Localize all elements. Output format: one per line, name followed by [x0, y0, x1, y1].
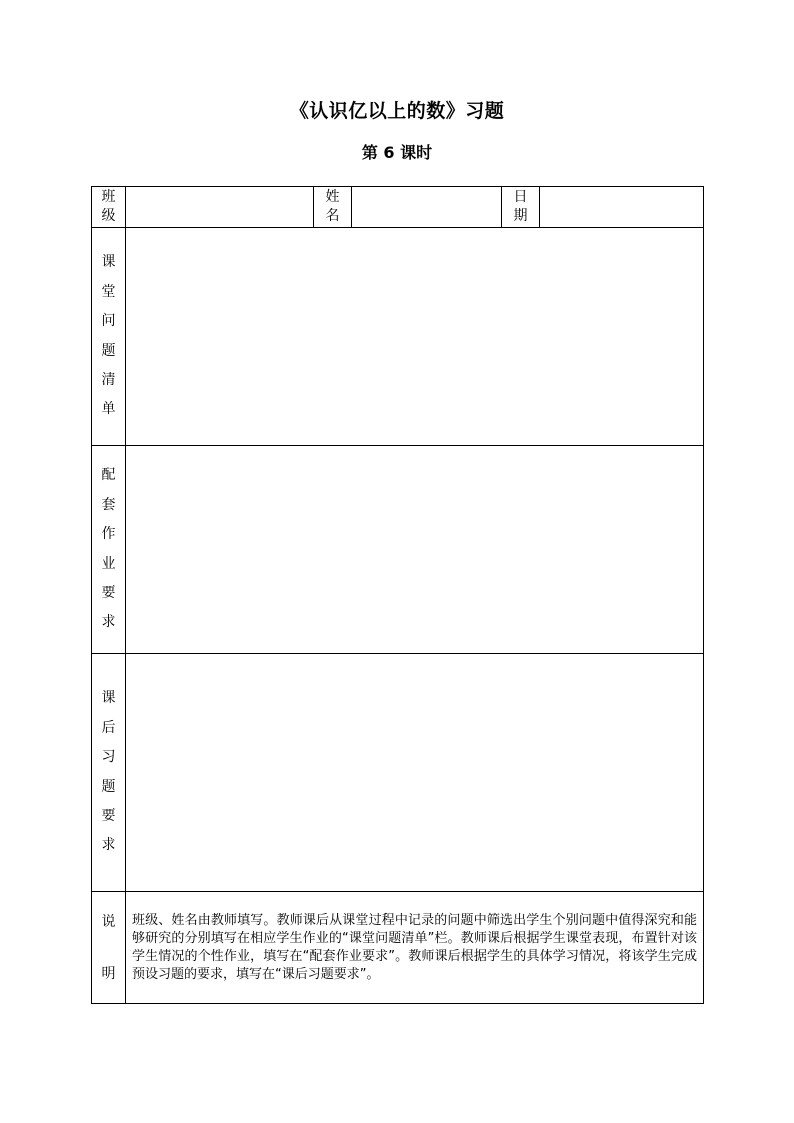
- name-label: 姓 名: [314, 187, 352, 228]
- note-row: [92, 892, 704, 1004]
- note-label: 说 明: [92, 892, 126, 1004]
- classroom-questions-label: 课 堂 问 题 清 单: [92, 228, 126, 446]
- class-field[interactable]: [126, 187, 314, 228]
- after-class-exercises-field[interactable]: [126, 654, 704, 892]
- lesson-number: 第 6 课时: [361, 143, 433, 162]
- header-row: [92, 187, 704, 228]
- class-label: 班 级: [92, 187, 126, 228]
- document-title: 《认识亿以上的数》习题: [289, 100, 505, 122]
- date-label: 日 期: [502, 187, 540, 228]
- classroom-questions-field[interactable]: [126, 228, 704, 446]
- after-class-exercises-label: 课 后 习 题 要 求: [92, 654, 126, 892]
- date-field[interactable]: [540, 187, 704, 228]
- section-row-after-class-exercises: [92, 654, 704, 892]
- section-row-matching-homework: [92, 446, 704, 654]
- section-row-classroom-questions: [92, 228, 704, 446]
- note-text: 班级、姓名由教师填写。教师课后从课堂过程中记录的问题中筛选出学生个别问题中值得深究和能够研究的分别填写在相应学生作业的“课堂问题清单”栏。教师课后根据学生课堂表现，布置针对该学生情况的个性作业，填写在“配套作业要求”。教师课后根据学生的具体学习情况，将该学生完成预设习题的要求，填写在“课后习题要求”。: [126, 892, 704, 1004]
- homework-form-table: [91, 186, 704, 1004]
- matching-homework-field[interactable]: [126, 446, 704, 654]
- name-field[interactable]: [352, 187, 502, 228]
- matching-homework-label: 配 套 作 业 要 求: [92, 446, 126, 654]
